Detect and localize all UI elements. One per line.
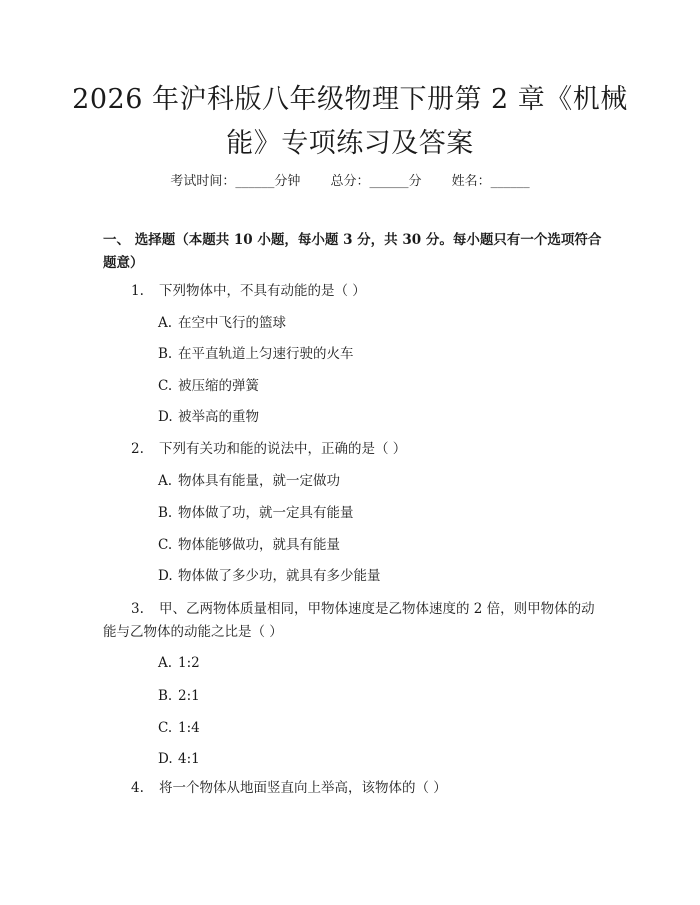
- section-heading-line-1: 一、 选择题（本题共 10 小题，每小题 3 分，共 30 分。每小题只有一个选项符合: [103, 232, 602, 248]
- question-text: 下列物体中，不具有动能的是（ ）: [159, 283, 366, 299]
- option-3b: [158, 686, 200, 706]
- option-text: 物体做了多少功，就具有多少能量: [178, 568, 381, 584]
- option-1a: [158, 313, 286, 333]
- question-number: 2.: [131, 441, 144, 457]
- option-letter: B.: [158, 346, 173, 362]
- option-letter: B.: [158, 505, 173, 521]
- option-text: 4:1: [178, 751, 200, 767]
- question-number: 1.: [131, 283, 144, 299]
- option-text: 1:2: [178, 655, 200, 671]
- option-letter: A.: [158, 655, 173, 671]
- option-text: 被举高的重物: [178, 409, 259, 425]
- option-text: 2:1: [178, 688, 200, 704]
- option-1c: [158, 376, 259, 396]
- option-text: 物体能够做功，就具有能量: [178, 537, 340, 553]
- option-letter: D.: [158, 409, 173, 425]
- option-text: 物体具有能量，就一定做功: [178, 473, 340, 489]
- option-3a: [158, 653, 200, 673]
- option-text: 物体做了功，就一定具有能量: [178, 505, 354, 521]
- option-text: 在空中飞行的篮球: [178, 315, 286, 331]
- section-heading-line-2: 题意）: [103, 255, 144, 271]
- section-heading: [103, 229, 603, 275]
- question-3: [103, 598, 603, 644]
- question-text: 甲、乙两物体质量相同，甲物体速度是乙物体速度的 2 倍，则甲物体的动: [159, 601, 595, 617]
- option-2c: [158, 535, 340, 555]
- option-3d: [158, 749, 200, 769]
- option-text: 1:4: [178, 720, 200, 736]
- question-1: [131, 280, 611, 303]
- option-2a: [158, 471, 340, 491]
- option-letter: D.: [158, 568, 173, 584]
- exam-total-score: 总分：______分: [330, 174, 422, 189]
- option-2b: [158, 503, 354, 523]
- question-text: 将一个物体从地面竖直向上举高，该物体的（ ）: [159, 780, 447, 796]
- student-name: 姓名：______: [451, 174, 530, 189]
- option-letter: A.: [158, 315, 173, 331]
- option-letter: C.: [158, 378, 173, 394]
- option-3c: [158, 718, 200, 738]
- option-1b: [158, 344, 354, 364]
- option-letter: A.: [158, 473, 173, 489]
- question-4: [131, 777, 611, 800]
- question-text: 下列有关功和能的说法中，正确的是（ ）: [159, 441, 407, 457]
- option-text: 被压缩的弹簧: [178, 378, 259, 394]
- question-number: 4.: [131, 780, 144, 796]
- option-text: 在平直轨道上匀速行驶的火车: [178, 346, 354, 362]
- page-title-line-2: 能》专项练习及答案: [226, 128, 474, 159]
- option-letter: D.: [158, 751, 173, 767]
- page-title-line-1: 2026 年沪科版八年级物理下册第 2 章《机械: [72, 84, 628, 115]
- question-text-cont: 能与乙物体的动能之比是（ ）: [103, 624, 283, 640]
- option-2d: [158, 566, 381, 586]
- question-number: 3.: [131, 601, 144, 617]
- option-letter: B.: [158, 688, 173, 704]
- exam-info: [0, 170, 700, 189]
- question-2: [131, 438, 611, 461]
- option-letter: C.: [158, 537, 173, 553]
- option-1d: [158, 407, 259, 427]
- option-letter: C.: [158, 720, 173, 736]
- page-title: [60, 78, 640, 166]
- exam-time: 考试时间：______分钟: [170, 174, 301, 189]
